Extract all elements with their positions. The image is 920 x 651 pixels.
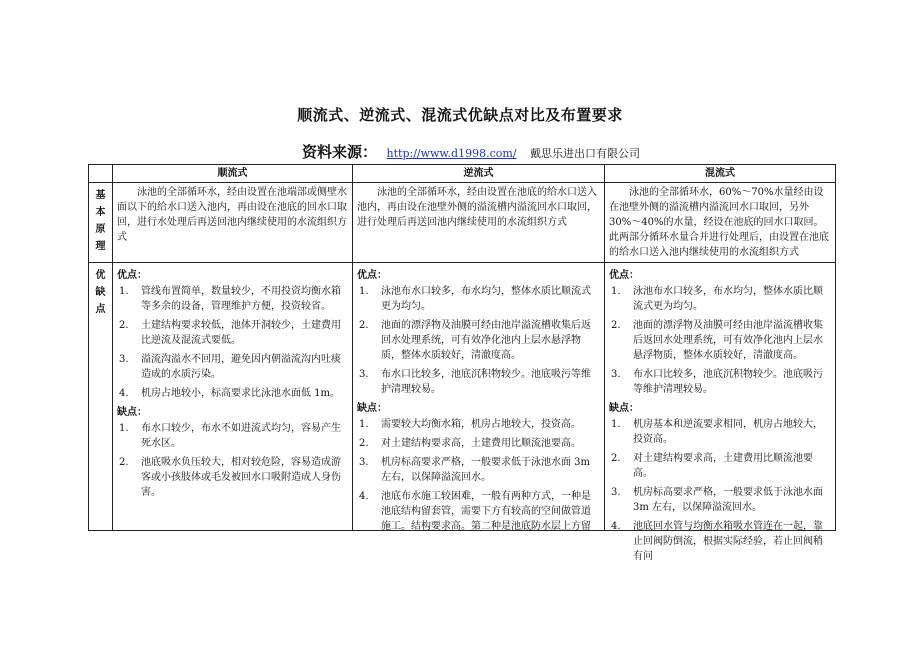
comparison-table bbox=[88, 164, 836, 562]
source-link[interactable]: http://www.d1998.com/ bbox=[386, 147, 517, 160]
list-item: 1. 需要较大均衡水箱，机房占地较大，投资高。 bbox=[359, 419, 581, 430]
list-item: 4. 机房占地较小，标高要求比泳池水面低 1m。 bbox=[119, 388, 341, 399]
list-item: 3. 溢流沟溢水不回用，避免因内朝溢流沟内吐痰造成的水质污染。 bbox=[119, 354, 341, 380]
pros-cons-shunliu bbox=[113, 263, 353, 531]
header-niliu: 逆流式 bbox=[353, 165, 605, 183]
list-item: 3. 机房标高要求严格，一般要求低于泳池水面 3m 左右，以保障溢流回水。 bbox=[611, 487, 823, 513]
list-item: 2. 对土建结构要求高，土建费用比顺流池要高。 bbox=[359, 438, 581, 449]
pros-label: 优点： bbox=[117, 270, 147, 281]
pros-cons-niliu bbox=[353, 263, 605, 531]
list-item: 3. 布水口比较多，池底沉积物较少。池底吸污等维护清理较易。 bbox=[611, 369, 823, 395]
cons-list bbox=[117, 421, 348, 500]
pros-label: 优点： bbox=[357, 270, 387, 281]
principle-row bbox=[89, 183, 836, 263]
row-label-pros-cons: 优 缺 点 bbox=[89, 263, 113, 531]
list-item: 2. 土建结构要求较低，池体开洞较少，土建费用比逆流及混流式要低。 bbox=[119, 320, 341, 346]
list-item: 1. 泳池布水口较多，布水均匀，整体水质比顺流式更为均匀。 bbox=[611, 286, 823, 312]
source-company: 戴思乐进出口有限公司 bbox=[530, 147, 640, 160]
cons-list bbox=[357, 417, 600, 534]
list-item: 4. 池底回水管与均衡水箱吸水管连在一起，靠止回阀防倒流，根据实际经验，若止回阀稍有问 bbox=[611, 521, 823, 562]
source-line bbox=[302, 141, 640, 162]
list-item: 2. 池面的漂浮物及油膜可经由池岸溢流槽收集后返回水处理系统，可有效净化池内上层水悬浮物质，整体水质较好，清澈度高。 bbox=[611, 320, 823, 361]
pros-label: 优点： bbox=[609, 270, 639, 281]
list-item: 1. 布水口较少，布水不如进流式均匀，容易产生死水区。 bbox=[119, 423, 341, 449]
cons-label: 缺点： bbox=[117, 407, 147, 418]
header-shunliu: 顺流式 bbox=[113, 165, 353, 183]
list-item: 1. 泳池布水口较多，布水均匀，整体水质比顺流式更为均匀。 bbox=[359, 286, 591, 312]
cons-label: 缺点： bbox=[357, 403, 387, 414]
source-label: 资料来源： bbox=[302, 143, 378, 161]
pros-cons-hunliu bbox=[605, 263, 836, 562]
principle-niliu: 泳池的全部循环水，经由设置在池底的给水口送入池内，再由设在池壁外侧的溢流槽内溢流回水口取回，进行处理后再送回池内继续使用的水流组织方式 bbox=[353, 183, 605, 263]
corner-cell bbox=[89, 165, 113, 183]
principle-hunliu: 泳池的全部循环水，60%～70%水量经由设在池壁外侧的溢流槽内溢流回水口取回，另外 30%～40%的水量，经设在池底的回水口取回。此两部分循环水量合并进行处理后，由设置在池底的给水口送入池内继续使用的水流组织方式 bbox=[605, 183, 836, 263]
list-item: 4. 池底布水施工较困难，一般有两种方式，一种是池底结构留套管，需要下方有较高的空间做管道施工。结构要求高。第二种是池底防水层上方留 bbox=[359, 491, 591, 532]
pros-list bbox=[357, 284, 600, 397]
list-item: 3. 布水口比较多，池底沉积物较少。池底吸污等维护清理较易。 bbox=[359, 369, 591, 395]
pros-list bbox=[609, 284, 831, 397]
list-item: 2. 池面的漂浮物及油膜可经由池岸溢流槽收集后返回水处理系统，可有效净化池内上层水悬浮物质，整体水质较好，清澈度高。 bbox=[359, 320, 591, 361]
list-item: 3. 机房标高要求严格，一般要求低于泳池水面 3m 左右，以保障溢流回水。 bbox=[359, 457, 591, 483]
document-title: 顺流式、逆流式、混流式优缺点对比及布置要求 bbox=[297, 106, 623, 124]
pros-cons-row bbox=[89, 263, 836, 531]
list-item: 2. 池底吸水负压较大，相对较危险，容易造成游客或小孩肢体或毛发被回水口吸附造成人身伤害。 bbox=[119, 457, 341, 498]
list-item: 1. 机房基本和逆流要求相同，机房占地较大，投资高。 bbox=[611, 419, 823, 445]
cons-list bbox=[609, 417, 831, 564]
principle-shunliu: 泳池的全部循环水，经由设置在池端部或侧壁水面以下的给水口送入池内，再由设在池底的回水口取回，进行水处理后再送回池内继续使用的水流组织方式 bbox=[113, 183, 353, 263]
list-item: 1. 管线布置简单，数量较少，不用投资均衡水箱等多余的设备，管理维护方便，投资较省。 bbox=[119, 286, 341, 312]
cons-label: 缺点： bbox=[609, 403, 639, 414]
row-label-principle: 基 本 原 理 bbox=[89, 183, 113, 263]
pros-list bbox=[117, 284, 348, 401]
header-row bbox=[89, 165, 836, 183]
header-hunliu: 混流式 bbox=[605, 165, 836, 183]
list-item: 2. 对土建结构要求高，土建费用比顺流池要高。 bbox=[611, 453, 813, 479]
